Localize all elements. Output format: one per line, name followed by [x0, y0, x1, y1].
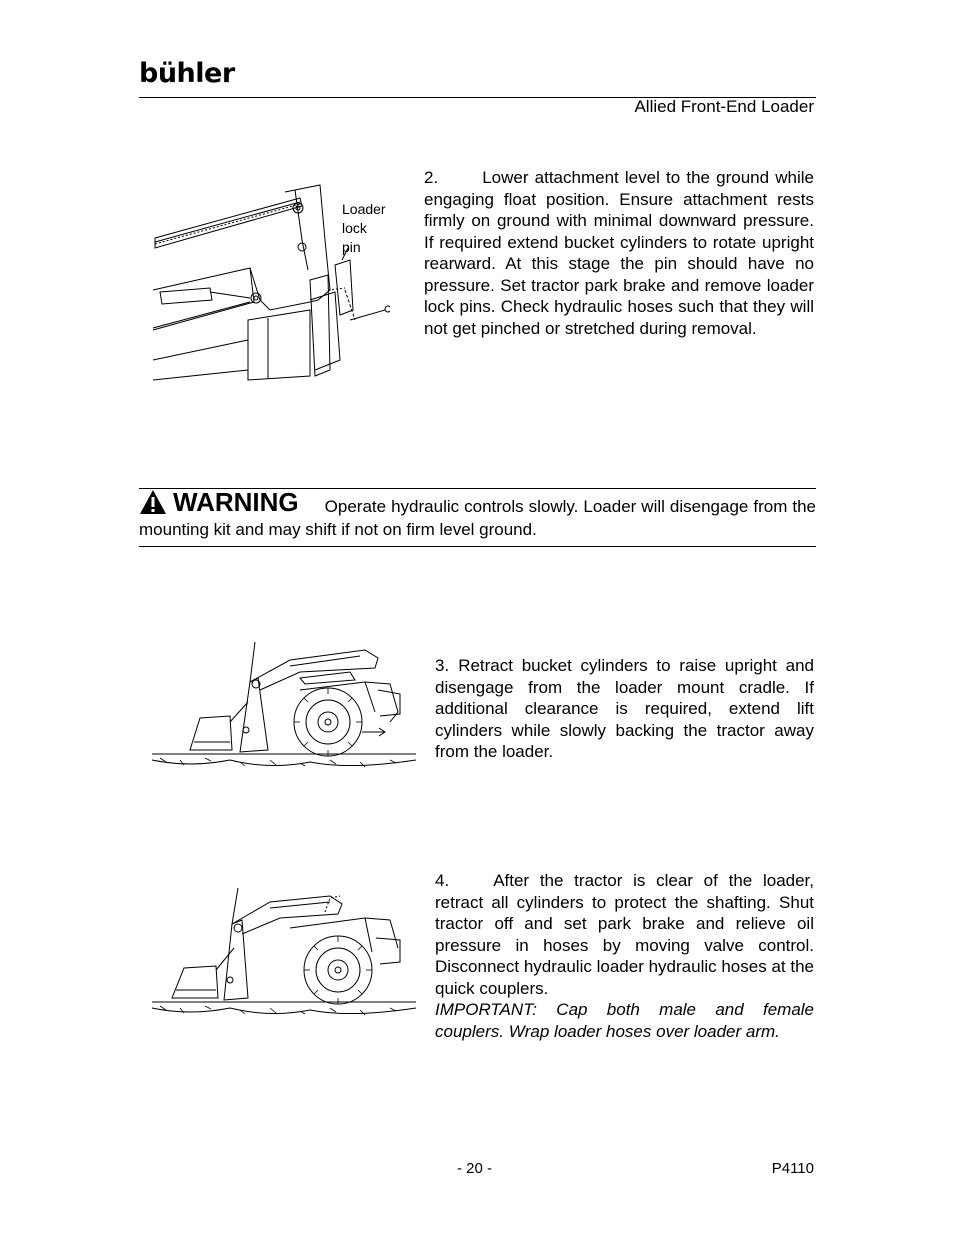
warning-title: WARNING	[173, 487, 299, 517]
warning-bottom-rule	[139, 546, 816, 547]
step-4-important-note: IMPORTANT: Cap both male and female couplers. Wrap loader hoses over loader arm.	[435, 1000, 814, 1041]
step-3-text: Retract bucket cylinders to raise upright and disengage from the loader mount cradle. If additional clearance is required, extend lift cylinders while slowly backing the tractor away from the loader.	[435, 656, 814, 761]
step-2-text: Lower attachment level to the ground while engaging float position. Ensure attachment rests firmly on ground with minimal downward pressure. If required extend bucket cylinders to rotate upright rearward. At this stage the pin should have no pressure. Set tractor park brake and remove loader lock pins. Check hydraulic hoses such that they will not get pinched or stretched during removal.	[424, 168, 814, 338]
step-4-number: 4.	[435, 871, 450, 890]
loader-lock-pin-figure	[150, 180, 390, 390]
label-loader: Loader	[342, 201, 386, 217]
brand-logo: bühler	[139, 58, 235, 89]
step-4-text: After the tractor is clear of the loader, retract all cylinders to protect the shafting. Shut tractor off and set park brake and relieve oil pressure in hoses by moving valve control. Disconnect hydraulic loader hydraulic hoses at the quick couplers.	[435, 871, 814, 998]
tractor-backing-figure	[150, 642, 418, 778]
warning-triangle-icon	[139, 489, 167, 515]
step-2-number: 2.	[424, 168, 439, 187]
warning-text: Operate hydraulic controls slowly. Loader will disengage from the mounting kit and may shift if not on firm level ground.	[139, 497, 816, 539]
step-3-paragraph	[435, 655, 814, 763]
page-number: - 20 -	[457, 1160, 493, 1177]
label-pin: pin	[342, 239, 361, 255]
label-lock: lock	[342, 220, 367, 236]
document-subtitle: Allied Front-End Loader	[634, 97, 814, 116]
step-3-number: 3.	[435, 656, 450, 675]
warning-block	[139, 489, 816, 541]
step-4-paragraph	[435, 870, 814, 1042]
step-2-paragraph	[424, 167, 814, 339]
document-code: P4110	[771, 1160, 814, 1177]
tractor-clear-figure	[150, 888, 418, 1028]
